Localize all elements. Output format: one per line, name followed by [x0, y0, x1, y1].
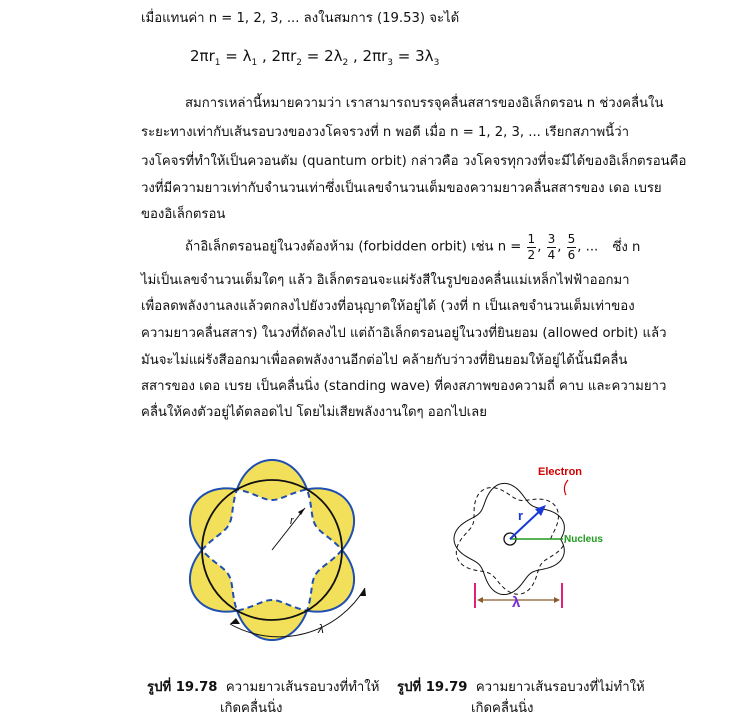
radius-label: r	[518, 508, 524, 523]
paragraph-1-line-5: ของอิเล็กตรอน	[141, 207, 226, 222]
electron-label: Electron	[538, 466, 583, 478]
fraction-3-4: $\frac{3}{4}$	[547, 232, 556, 262]
caption-figure-19-78: รูปที่ 19.78 ความยาวเส้นรอบวงที่ทำให้	[147, 680, 380, 695]
standing-wave-equations: $2\pi r_1 = \lambda_1$ , $2\pi r_2 = 2\lambda_2$ , $2\pi r_3 = 3\lambda_3$	[190, 47, 440, 68]
paragraph-1-line-3: วงโคจรที่ทำให้เป็นควอนตัม (quantum orbit) กล่าวคือ วงโคจรทุกวงที่จะมีได้ของอิเล็กตรอนคือ	[141, 154, 687, 169]
paragraph-1-line-2: ระยะทางเท่ากับเส้นรอบวงของวงโคจรวงที่ n พอดี เมื่อ n = 1, 2, 3, ... เรียกสภาพนี้ว่า	[141, 125, 630, 140]
wavelength-label: λ	[318, 622, 324, 636]
electron-pointer	[564, 480, 568, 495]
paragraph-2-line-6: สสารของ เดอ เบรย เป็นคลื่นนิ่ง (standing wave) ที่คงสภาพของความถี่ คาบ และความยาว	[141, 379, 667, 394]
paragraph-2-line-2: ไม่เป็นเลขจำนวนเต็มใดๆ แล้ว อิเล็กตรอนจะแผ่รังสีในรูปของคลื่นแม่เหล็กไฟฟ้าออกมา	[141, 273, 630, 288]
paragraph-1-line-1: สมการเหล่านี้หมายความว่า เราสามารถบรรจุคลื่นสสารของอิเล็กตรอน n ช่วงคลื่นใน	[185, 96, 664, 111]
wavelength-arrowhead-left	[477, 597, 483, 603]
wavelength-arrowhead-right	[554, 597, 560, 603]
figure-standing-wave-orbit	[170, 438, 390, 658]
radius-arrow	[272, 508, 305, 550]
intro-line: เมื่อแทนค่า n = 1, 2, 3, ... ลงในสมการ (19.53) จะได้	[141, 11, 460, 26]
radius-label: r	[290, 515, 294, 527]
paragraph-2-line-4: ความยาวคลื่นสสาร) ในวงที่ถัดลงไป แต่ถ้าอิเล็กตรอนอยู่ในวงที่ยินยอม (allowed orbit) แล้ว	[141, 326, 667, 341]
paragraph-2-line-3: เพื่อลดพลังงานลงแล้วตกลงไปยังวงที่อนุญาตให้อยู่ได้ (วงที่ n เป็นเลขจำนวนเต็มเท่าของ	[141, 299, 635, 314]
caption-figure-19-78-line-2: เกิดคลื่นนิ่ง	[220, 701, 283, 716]
paragraph-1-line-4: วงที่มีความยาวเท่ากับจำนวนเท่าซึ่งเป็นเลขจำนวนเต็มของความยาวคลื่นสสารของ เดอ เบรย	[141, 181, 662, 196]
wavelength-arrowhead-left	[230, 618, 240, 624]
fraction-5-6: $\frac{5}{6}$	[567, 232, 576, 262]
radius-arrow	[510, 508, 543, 539]
paragraph-2-line-1: ถ้าอิเล็กตรอนอยู่ในวงต้องห้าม (forbidden orbit) เช่น n = $\frac{1}{2}$ , $\frac{3}{4}$ , $\frac{5}{6}$ , ... ซึ่ง n	[185, 232, 641, 262]
paragraph-2-line-7: คลื่นให้คงตัวอยู่ได้ตลอดไป โดยไม่เสียพลังงานใดๆ ออกไปเลย	[141, 405, 487, 420]
radius-arrowhead	[298, 508, 305, 515]
nucleus-label: Nucleus	[564, 534, 603, 545]
paragraph-2-line-5: มันจะไม่แผ่รังสีออกมาเพื่อลดพลังงานอีกต่อไป คล้ายกับว่าวงที่ยินยอมให้อยู่ได้นั้นมีคลื่น	[141, 353, 628, 368]
caption-figure-19-79: รูปที่ 19.79 ความยาวเส้นรอบวงที่ไม่ทำให้	[397, 680, 645, 695]
fraction-1-2: $\frac{1}{2}$	[527, 232, 536, 262]
figure-non-standing-wave	[450, 455, 630, 630]
caption-figure-19-79-line-2: เกิดคลื่นนิ่ง	[471, 701, 534, 716]
wavelength-arrowhead-right	[359, 588, 366, 596]
wavelength-label: λ	[512, 594, 521, 611]
